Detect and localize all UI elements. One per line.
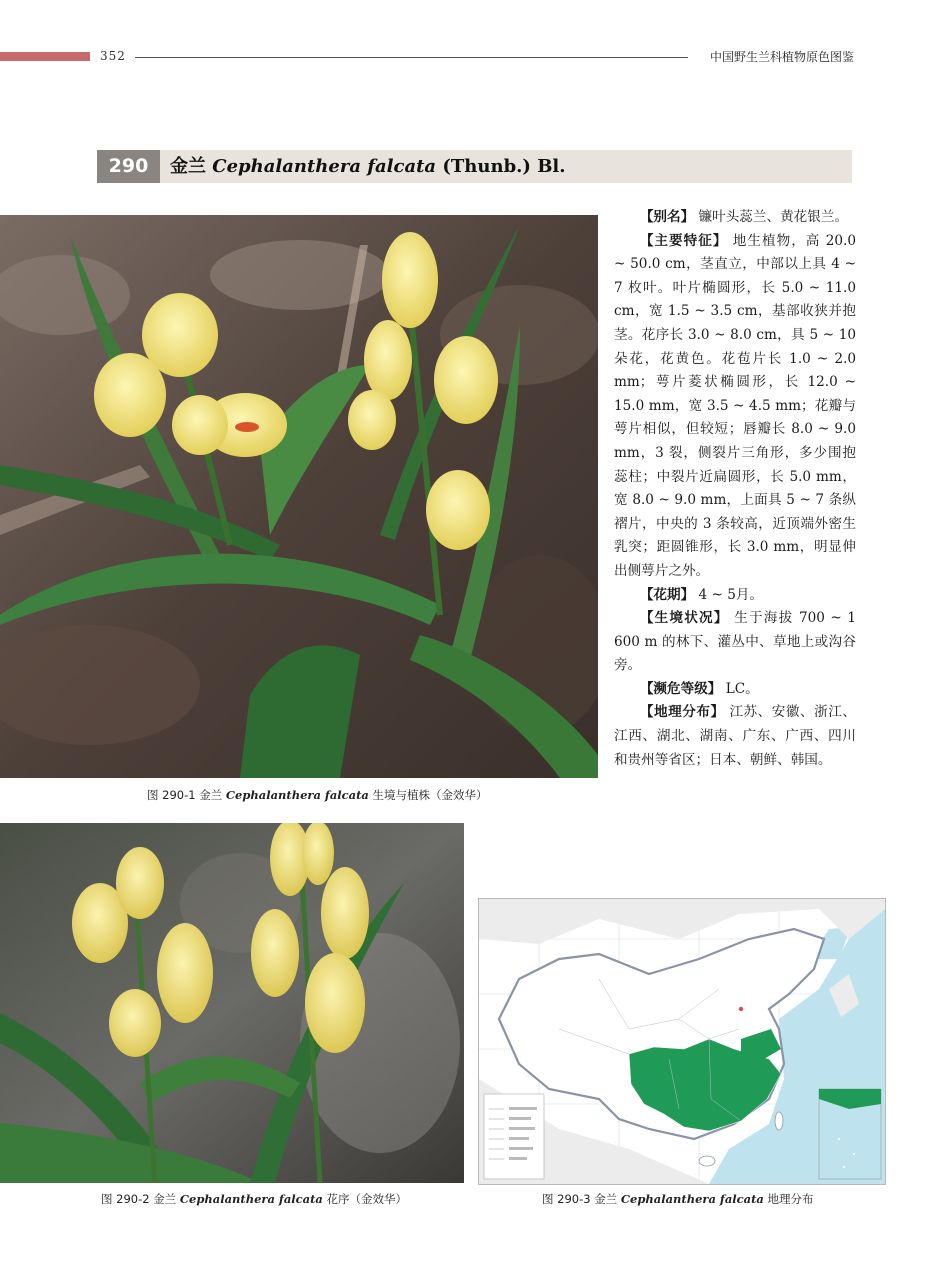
figure-caption-1	[147, 787, 488, 803]
species-latin-name: Cephalanthera falcata	[212, 156, 437, 177]
species-chinese-name: 金兰	[170, 156, 206, 177]
species-title	[170, 150, 566, 183]
species-number: 290	[97, 150, 160, 183]
figure-cn-name: 金兰	[594, 1192, 618, 1206]
desc-label: 【别名】	[639, 209, 695, 225]
desc-distribution	[614, 701, 856, 772]
desc-label: 【主要特征】	[639, 232, 728, 249]
desc-label: 【生境状况】	[639, 610, 729, 627]
figure-cn-name: 金兰	[199, 788, 223, 802]
figure-description: 生境与植株（金效华）	[372, 788, 488, 802]
species-authority: (Thunb.) Bl.	[442, 156, 566, 177]
desc-text: 生于海拔 700 ~ 1 600 m 的林下、灌丛中、草地上或沟谷旁。	[614, 610, 857, 674]
figure-latin-name: Cephalanthera falcata	[620, 1192, 764, 1206]
species-description	[614, 206, 856, 772]
distribution-map	[478, 898, 886, 1185]
desc-features	[614, 230, 856, 584]
figure-number: 图 290-2	[101, 1192, 150, 1206]
desc-status	[614, 678, 856, 702]
desc-habitat	[614, 607, 856, 678]
desc-flowering	[614, 584, 856, 608]
book-title: 中国野生兰科植物原色图鉴	[709, 50, 854, 64]
desc-label: 【濒危等级】	[639, 680, 722, 697]
figure-caption-2	[101, 1191, 407, 1207]
desc-text: 镰叶头蕊兰、黄花银兰。	[698, 209, 849, 225]
figure-description: 地理分布	[767, 1192, 814, 1206]
figure-latin-name: Cephalanthera falcata	[179, 1192, 323, 1206]
desc-label: 【花期】	[639, 586, 695, 603]
page-number: 352	[100, 49, 126, 63]
photo-inflorescence	[0, 823, 464, 1183]
desc-alias	[614, 206, 856, 230]
figure-number: 图 290-3	[542, 1192, 591, 1206]
desc-text: 地生植物，高 20.0 ~ 50.0 cm，茎直立，中部以上具 4 ~ 7 枚叶。叶片椭圆形，长 5.0 ~ 11.0 cm，宽 1.5 ~ 3.5 cm，基部收狭并抱茎。花序长 3.0 ~ 8.0 cm，具 5 ~ 10 朵花，花黄色。花苞片长 1.0 ~ 2.0 mm；萼片菱状椭圆形，长 12.0 ~ 15.0 mm，宽 3.5 ~ 4.5 mm；花瓣与萼片相似，但较短；唇瓣长 8.0 ~ 9.0 mm，3 裂，侧裂片三角形，多少围抱蕊柱；中裂片近扁圆形，长 5.0 mm，宽 8.0 ~ 9.0 mm，上面具 5 ~ 7 条纵褶片，中央的 3 条较高，近顶端外密生乳突；距圆锥形，长 3.0 mm，明显伸出侧萼片之外。	[614, 232, 857, 579]
figure-cn-name: 金兰	[153, 1192, 177, 1206]
photo-habitat	[0, 215, 598, 778]
figure-number: 图 290-1	[147, 788, 196, 802]
figure-description: 花序（金效华）	[326, 1192, 408, 1206]
desc-text: LC。	[725, 680, 759, 697]
desc-text: 4 ~ 5月。	[698, 586, 764, 603]
header-rule	[135, 57, 688, 58]
figure-caption-3	[542, 1191, 814, 1207]
desc-label: 【地理分布】	[639, 704, 725, 721]
desc-text: 江苏、安徽、浙江、江西、湖北、湖南、广东、广西、四川和贵州等省区；日本、朝鲜、韩国。	[614, 704, 857, 768]
header-accent-bar	[0, 52, 90, 61]
figure-latin-name: Cephalanthera falcata	[225, 788, 369, 802]
